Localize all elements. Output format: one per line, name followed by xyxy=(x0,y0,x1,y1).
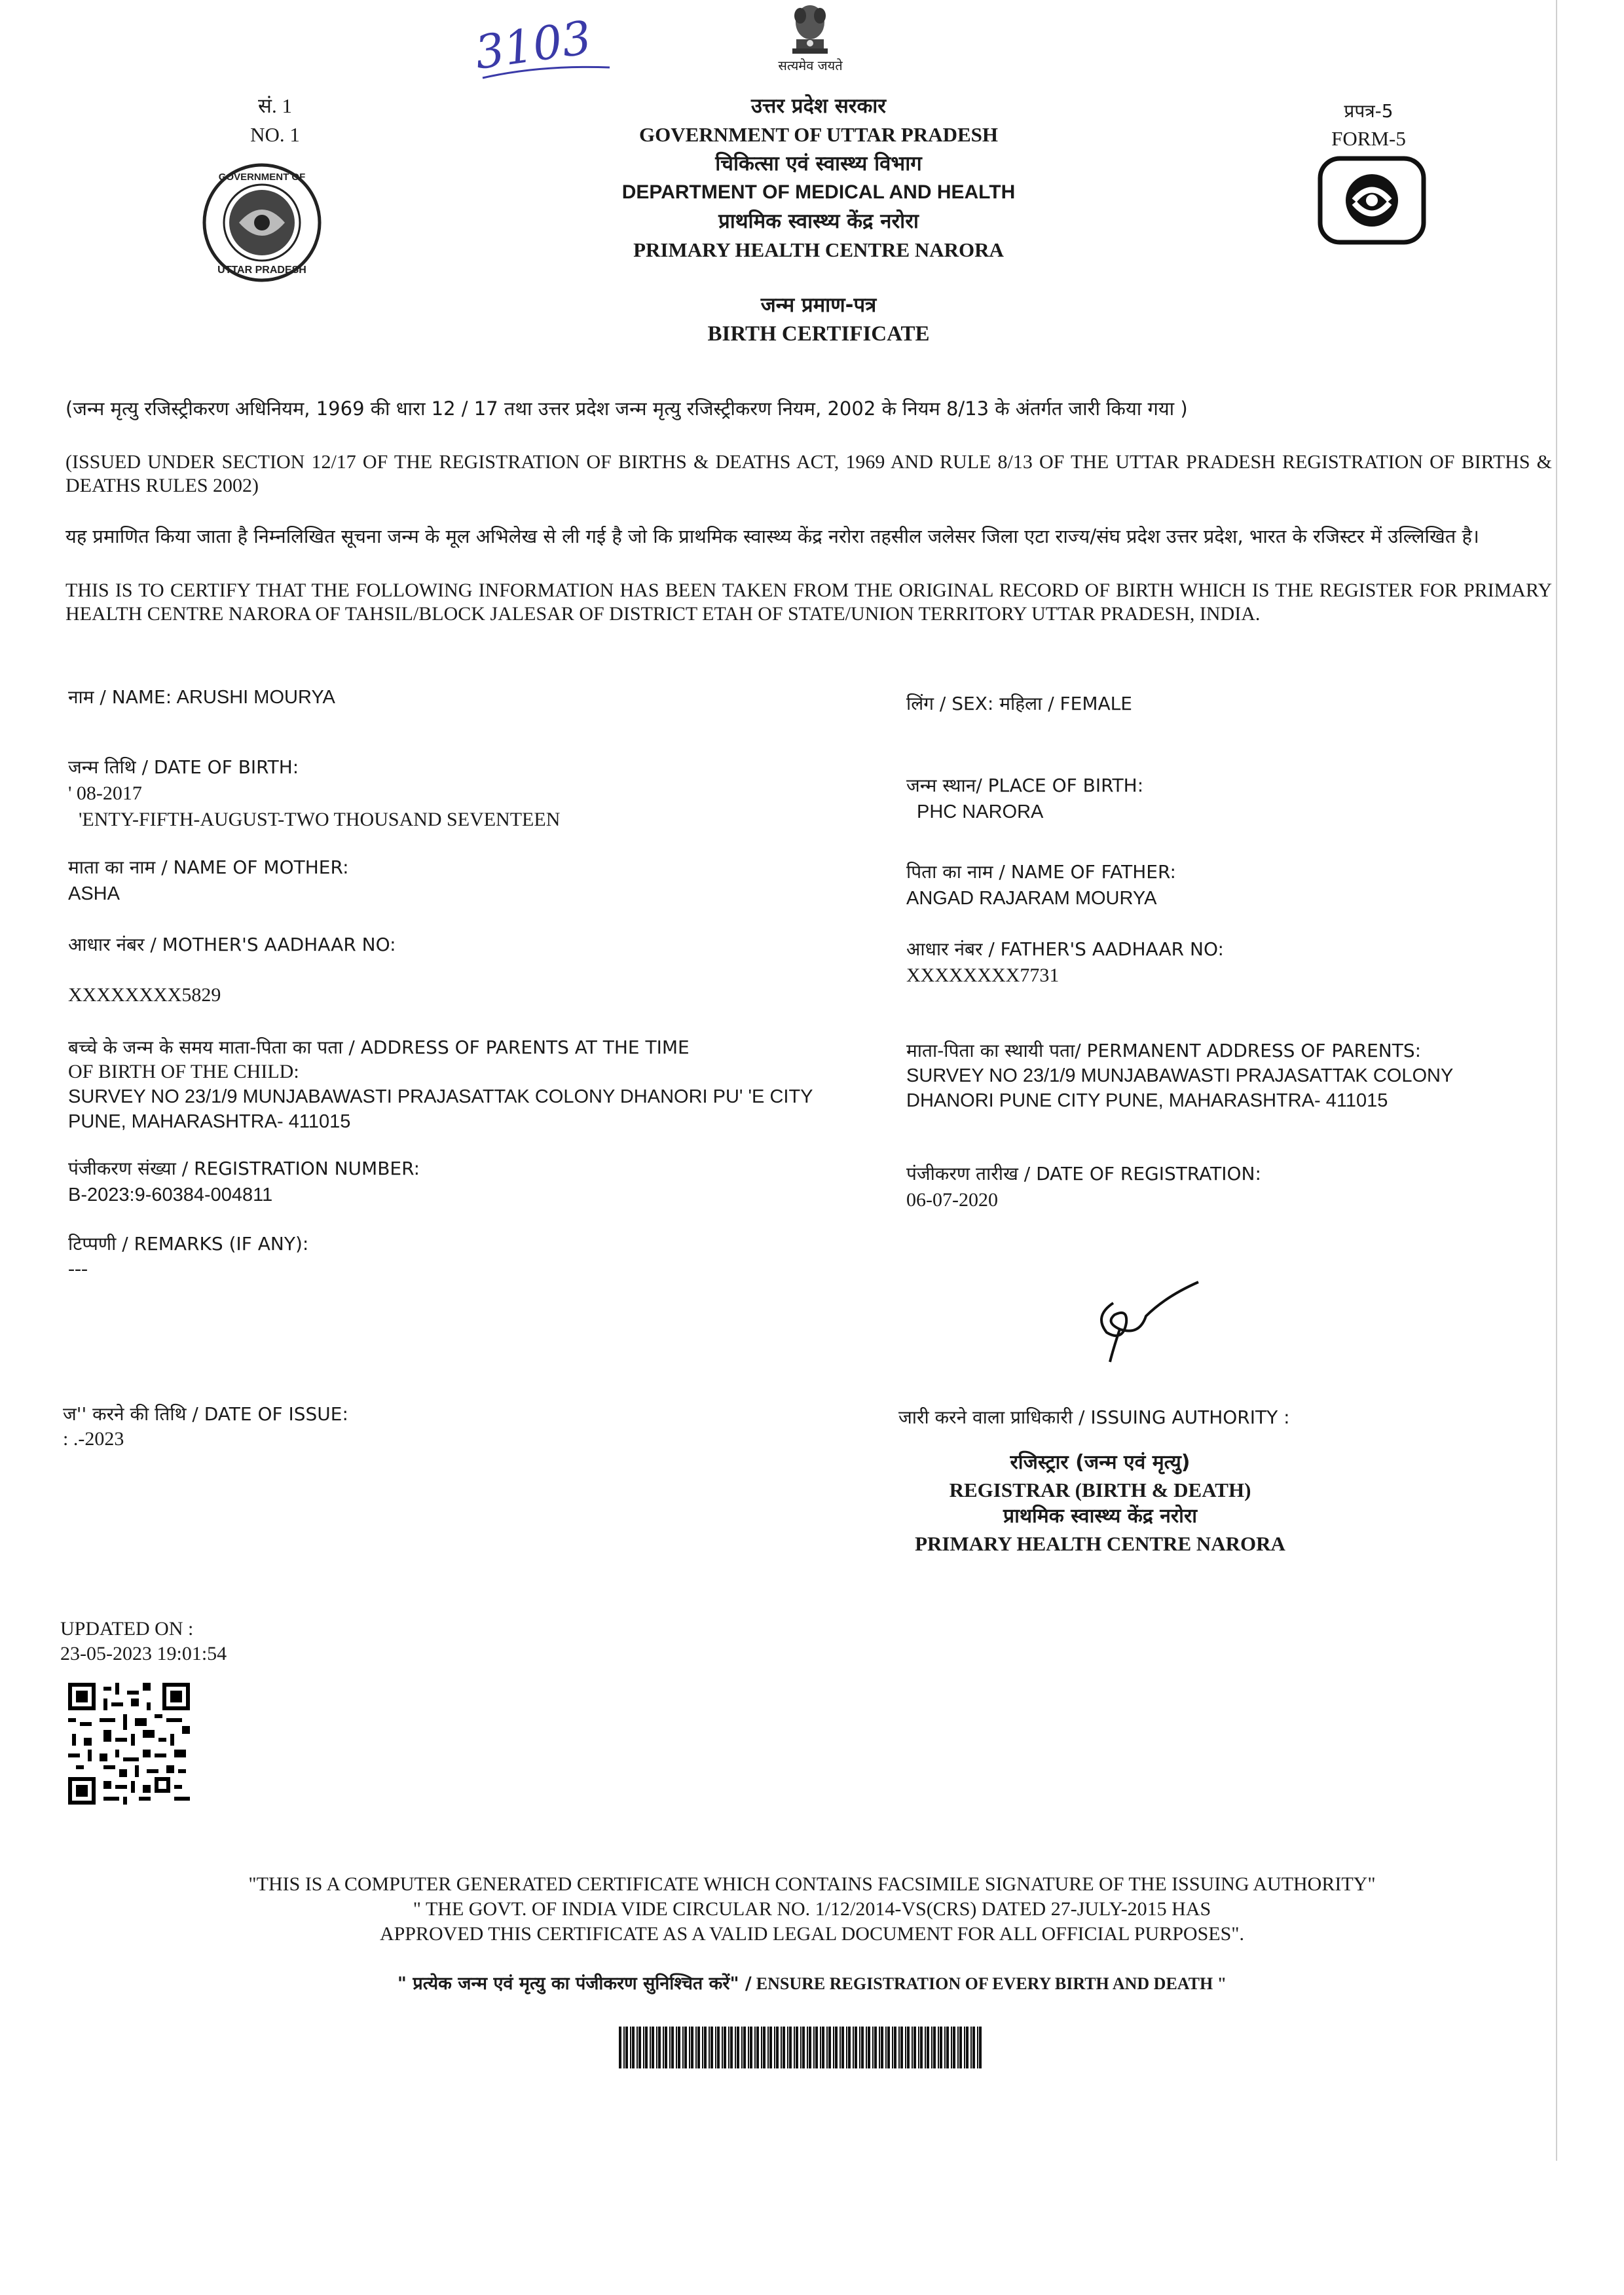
footer-line-1: "THIS IS A COMPUTER GENERATED CERTIFICATE WHICH CONTAINS FACSIMILE SIGNATURE OF THE ISSUING AUTHORITY" xyxy=(248,1873,1376,1895)
registrar-phc-hi: प्राथमिक स्वास्थ्य केंद्र नरोरा xyxy=(1003,1505,1197,1528)
dept-title-en: DEPARTMENT OF MEDICAL AND HEALTH xyxy=(621,181,1016,203)
registrar-phc-en: PRIMARY HEALTH CENTRE NARORA xyxy=(915,1532,1285,1555)
mother-name-value: ASHA xyxy=(68,883,120,904)
footer-line-3: APPROVED THIS CERTIFICATE AS A VALID LEGAL DOCUMENT FOR ALL OFFICIAL PURPOSES". xyxy=(379,1923,1245,1945)
mother-name-label: माता का नाम / NAME OF MOTHER: xyxy=(68,856,349,878)
certify-text-en: THIS IS TO CERTIFY THAT THE FOLLOWING INFORMATION HAS BEEN TAKEN FROM THE ORIGINAL RECORD OF BIRTH WHICH IS THE REGISTER FOR PRIMARY HEALTH CENTRE NARORA OF TAHSIL/BLOCK JALESAR OF DISTRICT ETAH OF STATE/UNION TERRITORY UTTAR PRADESH, INDIA. xyxy=(65,579,1552,625)
sex-field: लिंग / SEX: महिला / FEMALE xyxy=(906,693,1132,714)
issued-under-hi: (जन्म मृत्यु रजिस्ट्रीकरण अधिनियम, 1969 की धारा 12 / 17 तथा उत्तर प्रदेश जन्म मृत्यु रजिस्ट्रीकरण नियम, 2002 के नियम 8/13 के अंतर्गत जारी किया गया ) xyxy=(65,397,1188,420)
phc-title-hi: प्राथमिक स्वास्थ्य केंद्र नरोरा xyxy=(718,210,919,233)
place-of-birth-label: जन्म स्थान/ PLACE OF BIRTH: xyxy=(906,775,1144,796)
date-of-issue-value: : .-2023 xyxy=(63,1428,124,1450)
form-logo-icon xyxy=(1318,156,1426,245)
mother-aadhaar-label: आधार नंबर / MOTHER'S AADHAAR NO: xyxy=(68,934,396,955)
certify-text-hi: यह प्रमाणित किया जाता है निम्नलिखित सूचना जन्म के मूल अभिलेख से ली गई है जो कि प्राथमिक स्वास्थ्य केंद्र नरोरा तहसील जलेसर जिला एटा राज्य/संघ प्रदेश उत्तर प्रदेश, भारत के रजिस्टर में उल्लिखित है। xyxy=(65,525,1479,547)
mother-aadhaar-value: XXXXXXXX5829 xyxy=(68,984,221,1006)
emblem-motto: सत्यमेव जयते xyxy=(778,58,843,73)
address-birth-label-2: OF BIRTH OF THE CHILD: xyxy=(68,1061,299,1082)
address-birth-value-2: PUNE, MAHARASHTRA- 411015 xyxy=(68,1111,351,1132)
address-birth-label-1: बच्चे के जन्म के समय माता-पिता का पता / ADDRESS OF PARENTS AT THE TIME xyxy=(68,1037,690,1058)
gov-title-en: GOVERNMENT OF UTTAR PRADESH xyxy=(639,123,998,146)
registration-number-value: B-2023:9-60384-004811 xyxy=(68,1184,273,1205)
name-field xyxy=(68,684,335,710)
up-government-seal-icon xyxy=(200,160,324,285)
updated-on-value: 23-05-2023 19:01:54 xyxy=(60,1643,227,1664)
registration-date-label: पंजीकरण तारीख / DATE OF REGISTRATION: xyxy=(906,1163,1261,1184)
issuing-authority-label: जारी करने वाला प्राधिकारी / ISSUING AUTHORITY : xyxy=(898,1406,1290,1428)
registration-date-value: 06-07-2020 xyxy=(906,1189,998,1211)
address-birth-value-1: SURVEY NO 23/1/9 MUNJABAWASTI PRAJASATTAK COLONY DHANORI PU' 'E CITY xyxy=(68,1086,813,1107)
form-number-hi: प्रपत्र-5 xyxy=(1344,100,1393,122)
svg-text:UTTAR PRADESH: UTTAR PRADESH xyxy=(217,265,306,276)
phc-title-en: PRIMARY HEALTH CENTRE NARORA xyxy=(633,238,1004,261)
registrar-line-hi: रजिस्ट्रार (जन्म एवं मृत्यु) xyxy=(1010,1451,1190,1474)
father-aadhaar-value: XXXXXXXX7731 xyxy=(906,964,1060,986)
barcode-icon xyxy=(619,2027,986,2068)
scan-edge-line xyxy=(1556,0,1557,2161)
ensure-registration-hi: " प्रत्येक जन्म एवं मृत्यु का पंजीकरण सुनिश्चित करें" / xyxy=(397,1974,752,1994)
gov-title-hi: उत्तर प्रदेश सरकार xyxy=(750,94,886,118)
certificate-title-hi: जन्म प्रमाण-पत्र xyxy=(760,293,877,317)
footer-line-2: " THE GOVT. OF INDIA VIDE CIRCULAR NO. 1/12/2014-VS(CRS) DATED 27-JULY-2015 HAS xyxy=(413,1898,1211,1920)
father-aadhaar-label: आधार नंबर / FATHER'S AADHAAR NO: xyxy=(906,938,1224,960)
issued-under-en: (ISSUED UNDER SECTION 12/17 OF THE REGISTRATION OF BIRTHS & DEATHS ACT, 1969 AND RULE 8/13 OF THE UTTAR PRADESH REGISTRATION OF BIRTHS & DEATHS RULES 2002) xyxy=(65,451,1552,496)
permanent-address-label: माता-पिता का स्थायी पता/ PERMANENT ADDRESS OF PARENTS: xyxy=(906,1040,1422,1061)
registration-number-label: पंजीकरण संख्या / REGISTRATION NUMBER: xyxy=(68,1158,420,1179)
serial-number-hi: सं. 1 xyxy=(258,94,292,117)
certificate-title-en: BIRTH CERTIFICATE xyxy=(707,322,930,346)
dob-label: जन्म तिथि / DATE OF BIRTH: xyxy=(68,756,299,778)
registrar-line-en: REGISTRAR (BIRTH & DEATH) xyxy=(949,1478,1251,1501)
place-of-birth-value: PHC NARORA xyxy=(917,801,1044,822)
ensure-registration xyxy=(65,1972,1559,1996)
father-name-value: ANGAD RAJARAM MOURYA xyxy=(906,888,1157,909)
name-value: ARUSHI MOURYA xyxy=(176,687,335,708)
permanent-address-value-2: DHANORI PUNE CITY PUNE, MAHARASHTRA- 411015 xyxy=(906,1090,1388,1111)
form-number-en: FORM-5 xyxy=(1331,127,1406,150)
national-emblem-icon xyxy=(786,3,834,62)
qr-code-icon xyxy=(68,1683,190,1805)
name-label: नाम / NAME: xyxy=(68,686,172,708)
updated-on-label: UPDATED ON : xyxy=(60,1618,194,1640)
remarks-label: टिप्पणी / REMARKS (IF ANY): xyxy=(68,1233,309,1255)
father-name-label: पिता का नाम / NAME OF FATHER: xyxy=(906,861,1176,883)
handwritten-underline xyxy=(481,62,612,82)
registrar-signature xyxy=(1074,1277,1205,1368)
handwritten-number: 3103 xyxy=(471,10,595,80)
ensure-registration-en: ENSURE REGISTRATION OF EVERY BIRTH AND DEATH " xyxy=(756,1974,1227,1993)
remarks-value: --- xyxy=(68,1258,88,1279)
dob-words: 'ENTY-FIFTH-AUGUST-TWO THOUSAND SEVENTEEN xyxy=(79,809,561,830)
dept-title-hi: चिकित्सा एवं स्वास्थ्य विभाग xyxy=(715,152,922,175)
date-of-issue-label: ज'' करने की तिथि / DATE OF ISSUE: xyxy=(63,1403,348,1425)
svg-text:GOVERNMENT OF: GOVERNMENT OF xyxy=(218,172,306,183)
permanent-address-value-1: SURVEY NO 23/1/9 MUNJABAWASTI PRAJASATTAK COLONY xyxy=(906,1065,1454,1086)
serial-number-en: NO. 1 xyxy=(250,123,300,146)
dob-value: ' 08-2017 xyxy=(68,782,142,804)
